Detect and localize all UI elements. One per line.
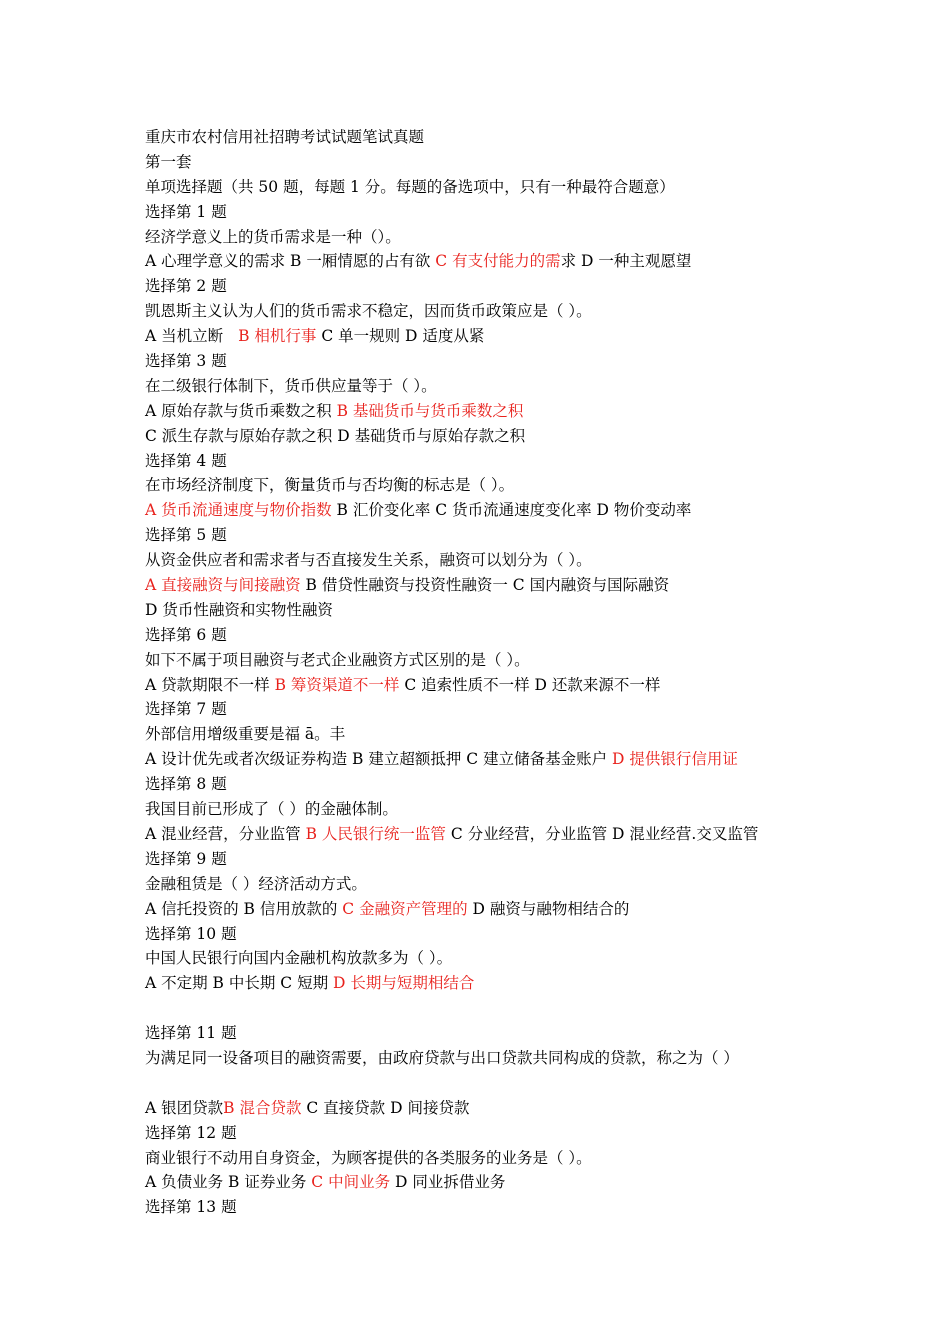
question-options bbox=[145, 822, 845, 847]
question-options bbox=[145, 897, 845, 922]
question-label: 选择第 13 题 bbox=[145, 1198, 237, 1217]
question-stem: 从资金供应者和需求者与否直接发生关系，融资可以划分为（ ）。 bbox=[145, 551, 592, 570]
options-text: A 原始存款与货币乘数之积 bbox=[145, 401, 337, 420]
question-stem: 为满足同一设备项目的融资需要，由政府贷款与出口贷款共同构成的贷款，称之为（ ） bbox=[145, 1048, 739, 1067]
question-options-continued: D 货币性融资和实物性融资 bbox=[145, 600, 333, 619]
question-options bbox=[145, 1170, 845, 1195]
question-label: 选择第 5 题 bbox=[145, 526, 227, 545]
options-text: A 不定期 B 中长期 C 短期 bbox=[145, 974, 334, 993]
answer-highlight: C 金融资产管理的 bbox=[342, 899, 468, 918]
question-options bbox=[145, 324, 845, 349]
question-label: 选择第 1 题 bbox=[145, 202, 227, 221]
answer-highlight: C 有支付能力的需 bbox=[435, 252, 561, 271]
answer-highlight: B 基础货币与货币乘数之积 bbox=[336, 401, 524, 420]
options-text: A 混业经营，分业监管 bbox=[145, 824, 306, 843]
question-label: 选择第 2 题 bbox=[145, 277, 227, 296]
options-text: A 贷款期限不一样 bbox=[145, 675, 275, 694]
question-options bbox=[145, 249, 845, 274]
answer-highlight: B 相机行事 bbox=[238, 327, 317, 346]
options-text: A 信托投资的 B 信用放款的 bbox=[145, 899, 343, 918]
options-text: B 汇价变化率 C 货币流通速度变化率 D 物价变动率 bbox=[331, 501, 692, 520]
answer-highlight: B 人民银行统一监管 bbox=[305, 824, 446, 843]
question-options bbox=[145, 399, 845, 424]
answer-highlight: D 长期与短期相结合 bbox=[333, 974, 475, 993]
question-options bbox=[145, 971, 845, 996]
question-options bbox=[145, 747, 845, 772]
options-text: A 当机立断 bbox=[145, 327, 229, 346]
answer-highlight: D 提供银行信用证 bbox=[612, 750, 738, 769]
question-label: 选择第 10 题 bbox=[145, 924, 237, 943]
question-stem: 外部信用增级重要是福 ā。丰 bbox=[145, 725, 346, 744]
question-label: 选择第 11 题 bbox=[145, 1024, 237, 1043]
options-text: D 同业拆借业务 bbox=[390, 1173, 506, 1192]
answer-highlight: A 货币流通速度与物价指数 bbox=[145, 501, 332, 520]
options-text: A 银团贷款 bbox=[145, 1098, 224, 1117]
question-stem: 如下不属于项目融资与老式企业融资方式区别的是（ ）。 bbox=[145, 650, 530, 669]
options-text: C 分业经营，分业监管 D 混业经营.交叉监管 bbox=[445, 824, 759, 843]
answer-highlight: B 混合贷款 bbox=[223, 1098, 302, 1117]
set-label: 第一套 bbox=[145, 152, 192, 171]
question-label: 选择第 12 题 bbox=[145, 1123, 237, 1142]
options-text: A 负债业务 B 证券业务 bbox=[145, 1173, 312, 1192]
document-page bbox=[145, 125, 845, 1220]
question-label: 选择第 6 题 bbox=[145, 625, 227, 644]
blank-line bbox=[145, 1071, 845, 1096]
options-text: B 借贷性融资与投资性融资一 C 国内融资与国际融资 bbox=[300, 576, 670, 595]
question-label: 选择第 4 题 bbox=[145, 451, 227, 470]
options-text: D 融资与融物相结合的 bbox=[467, 899, 630, 918]
question-stem: 我国目前已形成了（ ）的金融体制。 bbox=[145, 800, 398, 819]
question-label: 选择第 3 题 bbox=[145, 352, 227, 371]
blank-line bbox=[145, 996, 845, 1021]
question-options bbox=[145, 1096, 845, 1121]
question-stem: 金融租赁是（ ）经济活动方式。 bbox=[145, 874, 367, 893]
options-text: C 直接贷款 D 间接贷款 bbox=[301, 1098, 470, 1117]
question-label: 选择第 7 题 bbox=[145, 700, 227, 719]
question-stem: 在市场经济制度下，衡量货币与否均衡的标志是（ ）。 bbox=[145, 476, 515, 495]
options-text: 求 D 一种主观愿望 bbox=[560, 252, 692, 271]
question-stem: 中国人民银行向国内金融机构放款多为（ ）。 bbox=[145, 949, 453, 968]
question-options-continued: C 派生存款与原始存款之积 D 基础货币与原始存款之积 bbox=[145, 426, 526, 445]
section-heading: 单项选择题（共 50 题，每题 1 分。每题的备选项中，只有一种最符合题意） bbox=[145, 177, 675, 196]
answer-highlight: B 筹资渠道不一样 bbox=[274, 675, 400, 694]
document-title: 重庆市农村信用社招聘考试试题笔试真题 bbox=[145, 128, 425, 146]
options-text: C 单一规则 D 适度从紧 bbox=[316, 327, 485, 346]
question-stem: 商业银行不动用自身资金，为顾客提供的各类服务的业务是（ ）。 bbox=[145, 1148, 592, 1167]
answer-highlight: A 直接融资与间接融资 bbox=[145, 576, 301, 595]
options-text: A 设计优先或者次级证券构造 B 建立超额抵押 C 建立储备基金账户 bbox=[145, 750, 613, 769]
question-stem: 凯恩斯主义认为人们的货币需求不稳定，因而货币政策应是（ ）。 bbox=[145, 302, 592, 321]
question-options bbox=[145, 673, 845, 698]
options-text: A 心理学意义的需求 B 一厢情愿的占有欲 bbox=[145, 252, 436, 271]
answer-highlight: C 中间业务 bbox=[311, 1173, 391, 1192]
question-label: 选择第 8 题 bbox=[145, 775, 227, 794]
question-stem: 经济学意义上的货币需求是一种（）。 bbox=[145, 227, 401, 246]
question-options bbox=[145, 498, 845, 523]
question-stem: 在二级银行体制下，货币供应量等于（ ）。 bbox=[145, 376, 437, 395]
options-text: C 追索性质不一样 D 还款来源不一样 bbox=[399, 675, 661, 694]
question-label: 选择第 9 题 bbox=[145, 849, 227, 868]
question-options bbox=[145, 573, 845, 598]
